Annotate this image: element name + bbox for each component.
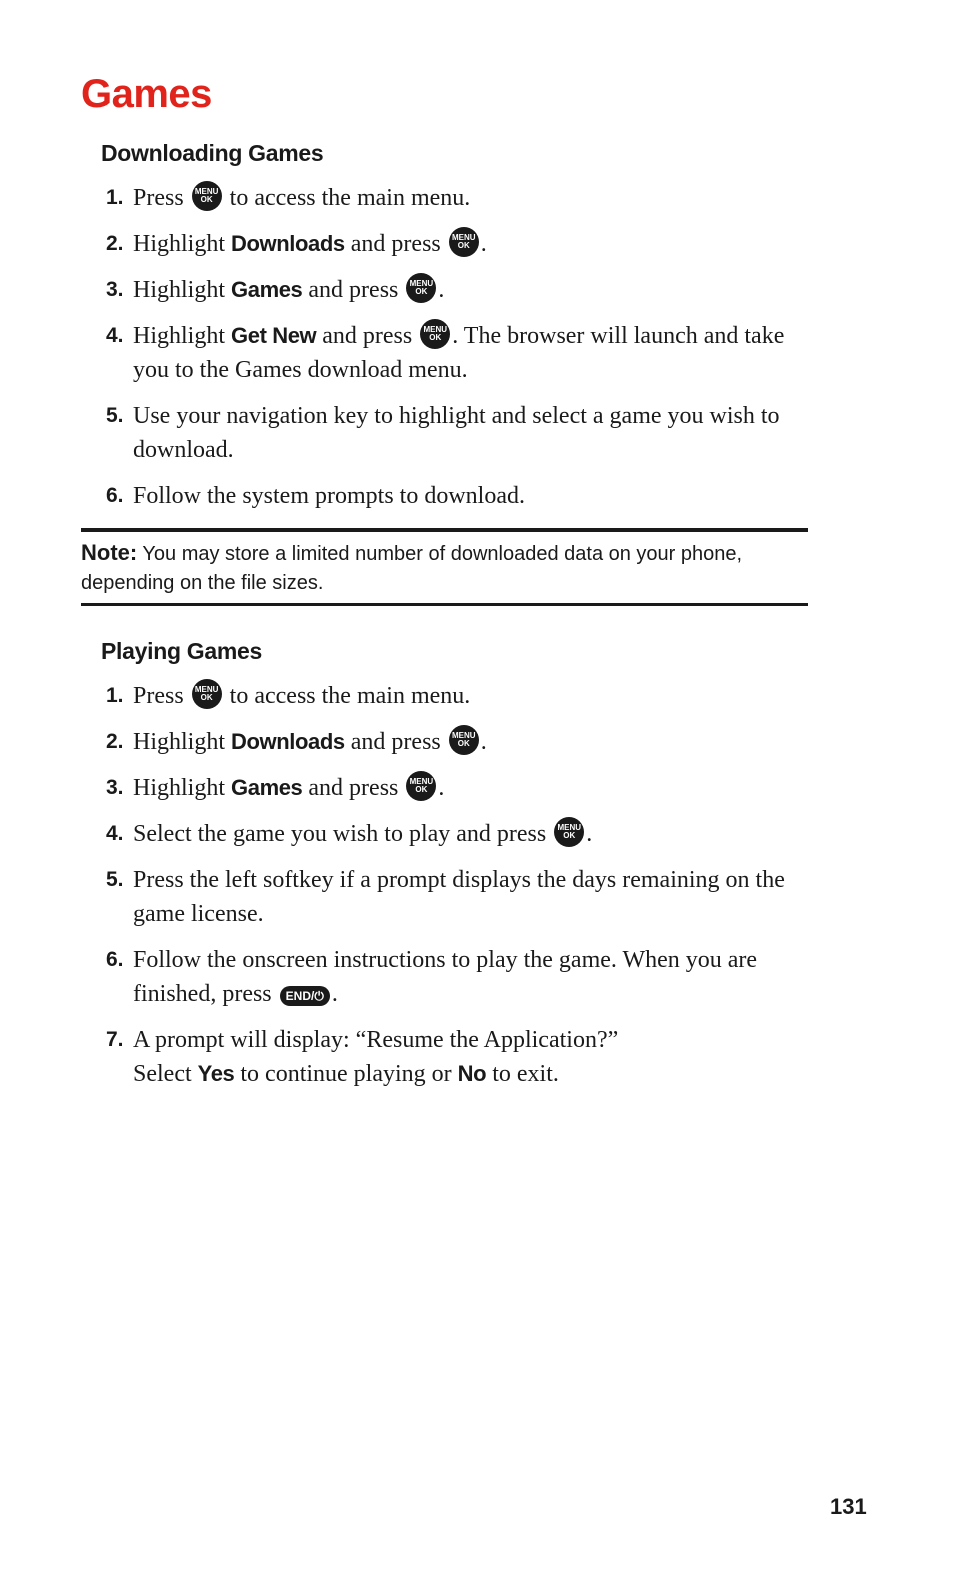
step-number: 1. — [106, 684, 124, 707]
step-number: 2. — [106, 232, 124, 255]
menu-keyword: Games — [231, 775, 303, 800]
step-number: 6. — [106, 948, 124, 971]
step-text: to continue playing or — [234, 1061, 458, 1087]
step-text: Use your navigation key to highlight and select a game you wish to download. — [133, 403, 780, 463]
list-item — [106, 817, 806, 851]
step-text: to access the main menu. — [223, 683, 471, 709]
list-item — [106, 1023, 806, 1091]
step-text: to access the main menu. — [223, 185, 471, 211]
note-body: You may store a limited number of downloaded data on your phone, depending on the file sizes. — [81, 543, 743, 594]
step-number: 4. — [106, 324, 124, 347]
end-power-key-icon: END/⏻ — [280, 986, 330, 1006]
step-number: 7. — [106, 1028, 124, 1051]
menu-ok-key-icon: MENU OK — [406, 771, 436, 801]
list-item — [106, 319, 806, 387]
step-text: . — [438, 277, 445, 303]
note-box — [81, 528, 808, 606]
step-text: . — [480, 729, 487, 755]
step-text: Select — [133, 1061, 198, 1087]
step-text: Press — [133, 185, 190, 211]
menu-ok-key-icon: MENU OK — [449, 725, 479, 755]
menu-keyword: Get New — [231, 323, 317, 348]
list-item — [106, 943, 806, 1011]
step-text: Highlight — [133, 231, 232, 257]
option-no: No — [457, 1061, 487, 1086]
step-number: 5. — [106, 868, 124, 891]
step-text: Follow the system prompts to download. — [133, 483, 525, 509]
menu-keyword: Downloads — [231, 729, 345, 754]
step-text: . — [586, 821, 593, 847]
menu-ok-key-icon: MENU OK — [554, 817, 584, 847]
list-item — [106, 679, 806, 713]
list-item — [106, 273, 806, 307]
step-text: Select the game you wish to play and press — [133, 821, 553, 847]
step-text: A prompt will display: “Resume the Application?” — [133, 1027, 619, 1053]
option-yes: Yes — [197, 1061, 235, 1086]
menu-ok-key-icon: MENU OK — [449, 227, 479, 257]
step-number: 4. — [106, 822, 124, 845]
step-number: 5. — [106, 404, 124, 427]
menu-ok-key-icon: MENU OK — [406, 273, 436, 303]
step-text: . — [438, 775, 445, 801]
step-text: . The browser will launch and take you to the Games download menu. — [133, 323, 785, 383]
menu-ok-key-icon: MENU OK — [420, 319, 450, 349]
step-number: 2. — [106, 730, 124, 753]
list-item — [106, 181, 806, 215]
step-text: Follow the onscreen instructions to play the game. When you are finished, press — [133, 947, 758, 1007]
section-heading-playing: Playing Games — [101, 638, 263, 664]
step-text: Press the left softkey if a prompt displays the days remaining on the game license. — [133, 867, 785, 927]
step-text: and press — [302, 775, 405, 801]
step-text: Highlight — [133, 775, 232, 801]
step-text: Press — [133, 683, 190, 709]
downloading-steps-list — [106, 181, 806, 525]
step-number: 3. — [106, 278, 124, 301]
step-text: Highlight — [133, 323, 232, 349]
page-number: 131 — [830, 1494, 867, 1519]
step-number: 1. — [106, 186, 124, 209]
step-text: and press — [344, 729, 447, 755]
step-number: 3. — [106, 776, 124, 799]
step-text: . — [480, 231, 487, 257]
list-item — [106, 863, 806, 931]
step-text: and press — [316, 323, 419, 349]
section-heading-downloading: Downloading Games — [101, 140, 324, 166]
list-item — [106, 771, 806, 805]
list-item — [106, 227, 806, 261]
note-text — [81, 538, 808, 598]
list-item — [106, 479, 806, 513]
menu-ok-key-icon: MENU OK — [192, 181, 222, 211]
list-item — [106, 725, 806, 759]
step-text: and press — [302, 277, 405, 303]
menu-keyword: Downloads — [231, 231, 345, 256]
step-text: to exit. — [486, 1061, 559, 1087]
page-title: Games — [81, 72, 212, 116]
menu-keyword: Games — [231, 277, 303, 302]
note-label: Note: — [81, 540, 138, 565]
menu-ok-key-icon: MENU OK — [192, 679, 222, 709]
step-text: Highlight — [133, 729, 232, 755]
playing-steps-list — [106, 679, 806, 1103]
step-text: and press — [344, 231, 447, 257]
step-number: 6. — [106, 484, 124, 507]
list-item — [106, 399, 806, 467]
step-text: Highlight — [133, 277, 232, 303]
step-text: . — [331, 981, 338, 1007]
